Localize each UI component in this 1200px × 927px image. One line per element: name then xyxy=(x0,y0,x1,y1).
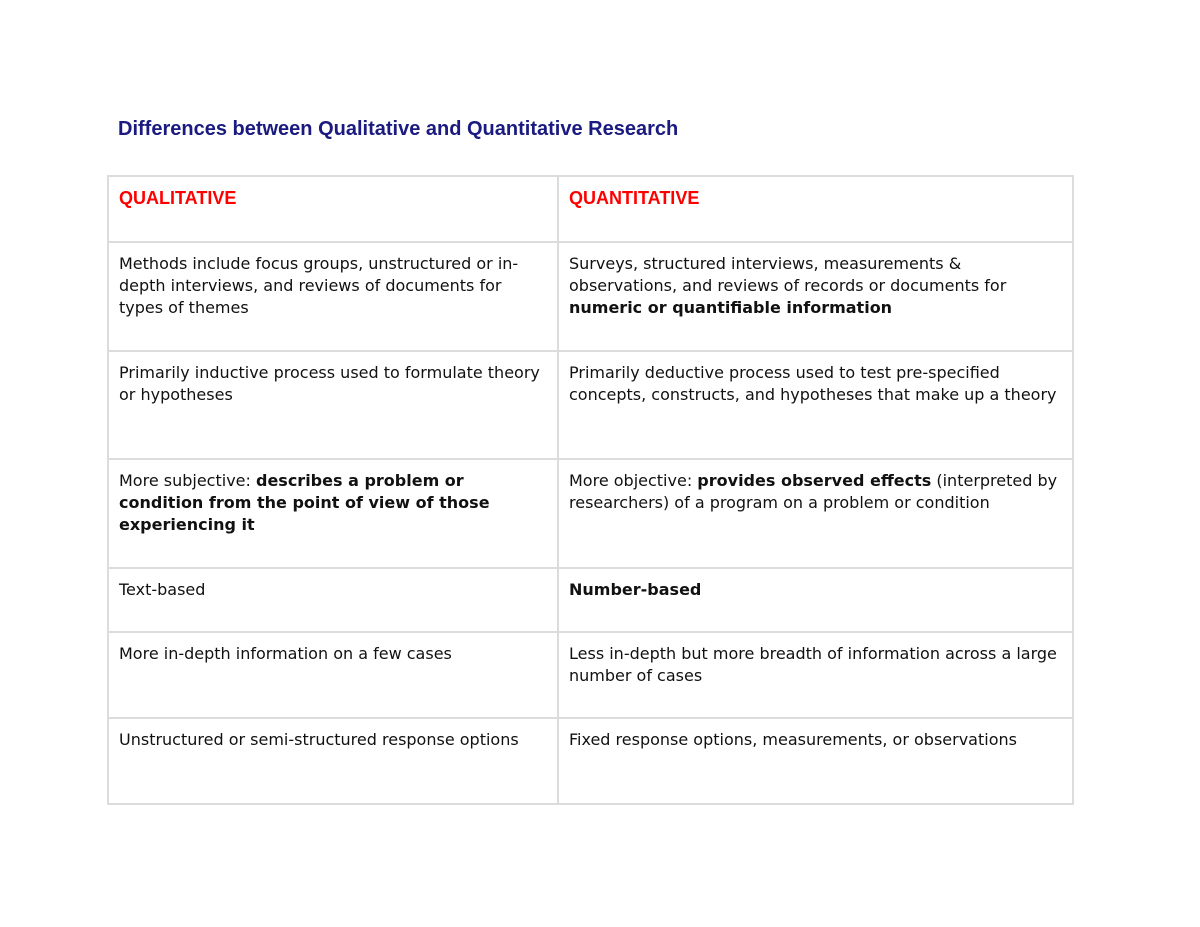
quantitative-header: QUANTITATIVE xyxy=(569,188,700,208)
quantitative-header-cell xyxy=(558,176,1073,242)
cell-text: Fixed response options, measurements, or observations xyxy=(569,730,1017,749)
cell-emphasis: provides observed effects xyxy=(697,471,932,490)
cell-text-tail: (interpreted by researchers) of a program on a problem or condition xyxy=(569,471,1058,512)
page-title: Differences between Qualitative and Quantitative Research xyxy=(118,118,679,140)
cell-emphasis: describes a problem or condition from the point of view of those experiencing it xyxy=(119,471,490,534)
table-row xyxy=(108,351,1073,459)
cell-text: Methods include focus groups, unstructured or in-depth interviews, and reviews of documents for types of themes xyxy=(119,254,519,317)
table-row xyxy=(108,459,1073,568)
cell-text: Unstructured or semi-structured response options xyxy=(119,730,519,749)
qualitative-cell xyxy=(108,632,558,718)
quantitative-cell xyxy=(558,459,1073,568)
cell-text: Less in-depth but more breadth of information across a large number of cases xyxy=(569,644,1057,685)
table-row xyxy=(108,632,1073,718)
qualitative-cell xyxy=(108,459,558,568)
quantitative-cell xyxy=(558,351,1073,459)
cell-text: More in-depth information on a few cases xyxy=(119,644,452,663)
quantitative-cell xyxy=(558,568,1073,632)
qualitative-cell xyxy=(108,568,558,632)
table-header-row xyxy=(108,176,1073,242)
comparison-table xyxy=(107,175,1074,805)
cell-text: Primarily deductive process used to test pre-specified concepts, constructs, and hypotheses that make up a theory xyxy=(569,363,1057,404)
qualitative-cell xyxy=(108,718,558,804)
cell-text: Surveys, structured interviews, measurements & observations, and reviews of records or documents for xyxy=(569,254,1007,295)
qualitative-cell xyxy=(108,351,558,459)
cell-text: More subjective: xyxy=(119,471,256,490)
table-row xyxy=(108,568,1073,632)
table-row xyxy=(108,242,1073,351)
table-row xyxy=(108,718,1073,804)
cell-text: Primarily inductive process used to formulate theory or hypotheses xyxy=(119,363,540,404)
qualitative-header-cell xyxy=(108,176,558,242)
cell-emphasis: Number-based xyxy=(569,580,702,599)
cell-emphasis: numeric or quantifiable information xyxy=(569,298,893,317)
cell-text: Text-based xyxy=(119,580,206,599)
qualitative-header: QUALITATIVE xyxy=(119,188,237,208)
qualitative-cell xyxy=(108,242,558,351)
quantitative-cell xyxy=(558,718,1073,804)
quantitative-cell xyxy=(558,242,1073,351)
cell-text: More objective: xyxy=(569,471,698,490)
quantitative-cell xyxy=(558,632,1073,718)
